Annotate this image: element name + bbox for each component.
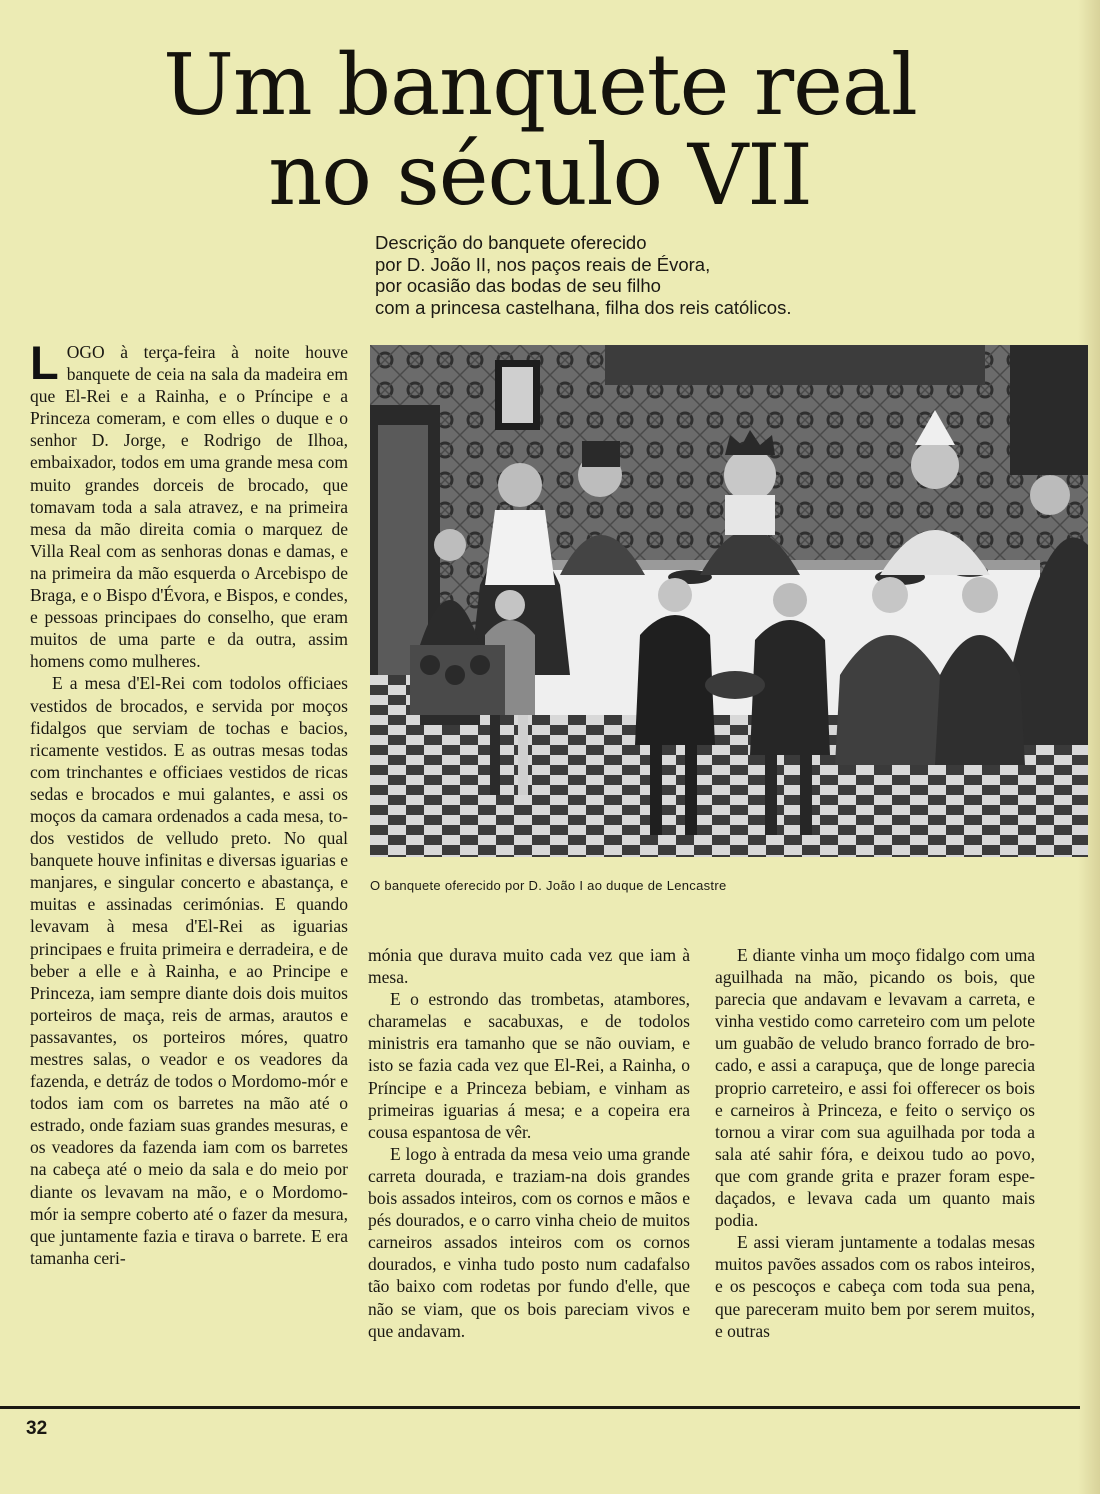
article-title (150, 36, 930, 224)
paragraph: E logo à entrada da mesa veio uma grande carreta dourada, e traziam-na dois grandes bois assados inteiros, com os cornos e mãos e pés dourados, e o carro vinha cheio de muitos carneiros assados inteiros com os cornos dourados, e vinha tudo posto num cadafalso tão baixo com rodetas por fundo d'elle, que não se viam, que os bois pareciam vivos e que andavam. (368, 1143, 690, 1341)
paragraph: OGO à terça-feira à noite houve banquete de ceia na sala da madeira em que El-Rei e a Rainha, e o Príncipe e a Princeza comeram, e com elles o duque e o senhor D. Jorge, e Rodrigo de Ilhoa, embaixador, todos em uma grande mesa com muito grandes dorceis de brocado, que tomavam toda a sala atravez, e na primeira mesa da mão direita comia o marquez de Villa Real com as senhoras donas e damas, e na primeira da mão esquerda o Arcebispo de Braga, e o Bispo d'Évora, e Bispos, e condes, e pessoas principaes do conselho, que eram muitos de uma parte e da outra, assim homens como mulheres. (30, 342, 348, 672)
subtitle-line-1: Descrição do banquete oferecido (375, 232, 647, 253)
banquet-painting-image (370, 345, 1088, 857)
subtitle-line-2: por D. João II, nos paços reais de Évora, (375, 253, 711, 275)
subtitle-line-4: com a princesa castelhana, filha dos reis católicos. (375, 296, 792, 318)
title-line-1: Um banquete real (163, 36, 917, 134)
banquet-illustration (370, 345, 1088, 857)
paragraph: E a mesa d'El-Rei com todolos officiaes vestidos de brocados, e servida por moços fidalgos que serviam de tochas e bacios, ricamente vestidos. E as outras mesas todas com trinchantes e officiaes vestidos de ricas sedas e brocados e mui galantes, e assi os moços da camara ordenados a cada mesa, todos vestidos de velludo preto. No qual banquete houve infinitas e diversas iguarias e manjares, e singular concerto e abastança, e muitas e assinadas cerimónias. E quando levavam à mesa d'El-Rei as iguarias principaes e fruita primeira e derradeira, e de beber a elle e à Rainha, e ao Principe e Princeza, iam sempre diante dois dois muitos porteiros de maça, reis de armas, arautos e passavantes, os porteiros móres, quatro mestres salas, o veador e os veadores da fazenda, e detráz de todos o Mordomo-mór e todos iam com os barretes na mão até o estrado, onde faziam suas grandes mesuras, e os veadores da fazenda iam com os barretes na cabeça até o meio da sala e do meio por diante os levavam na mão, e o Mordomo-mór ia sempre coberto até o fazer da mesura, que juntamente fazia e tirava o barrete. E era tamanha ceri- (30, 673, 348, 1268)
article-subtitle (375, 232, 895, 318)
paragraph: E o estrondo das trombetas, atambores, charamelas e sacabuxas, e de todolos ministris era tamanho que se não ouviam, e isto se fazia cada vez que El-Rei, a Rainha, o Príncipe e a Princeza bebiam, e vinham as primeiras iguarias á mesa; e a copeira era cousa espantosa de vêr. (368, 989, 690, 1142)
figure-caption: O banquete oferecido por D. João I ao duque de Lencastre (370, 878, 727, 893)
drop-cap: L (30, 336, 59, 389)
footer-rule (0, 1406, 1080, 1409)
page-number: 32 (26, 1418, 48, 1439)
title-line-2: no século VII (268, 126, 812, 224)
text-column-1 (30, 336, 348, 1269)
paragraph: E diante vinha um moço fidalgo com uma aguilhada na mão, picando os bois, que parecia que andavam e levavam a carreta, e vinha vestido como carreteiro com um pelote um guabão de veludo branco forrado de brocado, e assi a carapuça, que de longe parecia proprio carreteiro, e assi foi offerecer os bois e carneiros à Princeza, e feito o serviço os tornou a virar com sua aguilhada por toda a sala até sahir fóra, e deixou tudo ao povo, que com grande grita e prazer foram espedaçados, e levava cada um quanto mais podia. (715, 945, 1035, 1231)
subtitle-line-3: por ocasião das bodas de seu filho (375, 275, 661, 296)
paragraph: mónia que durava muito cada vez que iam à mesa. (368, 945, 690, 988)
text-column-3 (715, 944, 1035, 1342)
paragraph: E assi vieram juntamente a todalas mesas muitos pavões assados com os rabos inteiros, e os pescoços e cabeça com toda sua pena, que pareceram muito bem por serem muitos, e outras (715, 1232, 1035, 1341)
text-column-2 (368, 944, 690, 1342)
